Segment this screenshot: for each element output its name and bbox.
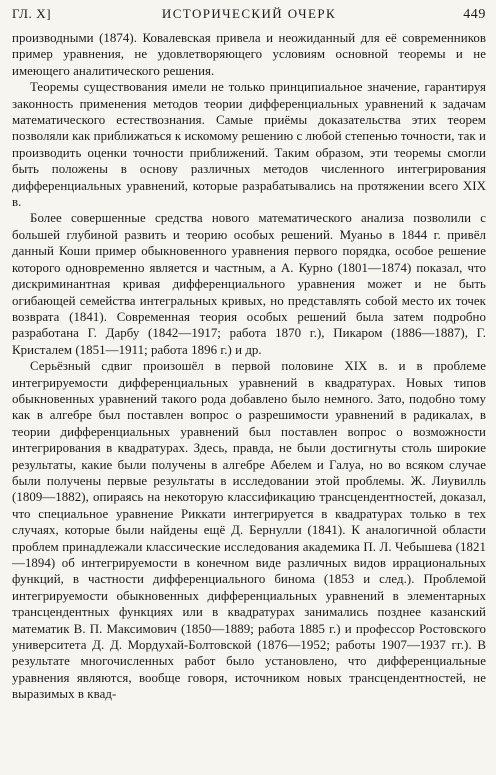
chapter-label: ГЛ. X] [12,6,52,21]
paragraph: производными (1874). Ковалевская привела и неожиданный для её современников пример уравнения, не удовлетворяющего условиям основной теоремы и не имеющего аналитического решения. [12,31,486,78]
page-body [12,30,486,703]
paragraph: Серьёзный сдвиг произошёл в первой половине XIX в. и в проблеме интегрируемости дифференциальных уравнений в квадратурах. Новых типов обыкновенных уравнений такого рода добавлено было немного. Зато, подобно тому как в алгебре был поставлен вопрос о разрешимости уравнений в радикалах, в теории дифференциальных уравнений был поставлен вопрос о возможности интегрирования в квадратурах. Здесь, правда, не были достигнуты столь широкие результаты, какие были получены в алгебре Абелем и Галуа, но во всяком случае были получены первые результаты в исследовании этой проблемы. Ж. Лиувилль (1809—1882), опираясь на некоторую классификацию трансцендентностей, доказал, что специальное уравнение Риккати интегрируется в квадратурах только в тех случаях, которые были найдены ещё Д. Бернулли (1841). К аналогичной области проблем принадлежали классические исследования академика П. Л. Чебышева (1821—1894) об интегрируемости в конечном виде различных видов иррациональных функций, в частности дифференциального бинома (1853 и след.). Проблемой интегрируемости обыкновенных дифференциальных уравнений в элементарных трансцендентных функциях или в квадратурах занимались позднее казанский математик В. П. Максимович (1850—1889; работа 1885 г.) и профессор Ростовского университета Д. Д. Мордухай-Болтовской (1876—1952; работы 1907—1937 гг.). В результате многочисленных работ было установлено, что дифференциальные уравнения являются, вообще говоря, источником новых трансцендентностей, не выразимых в квад- [12,359,486,702]
running-title: ИСТОРИЧЕСКИЙ ОЧЕРК [161,6,337,21]
running-header [12,6,486,26]
paragraph: Более совершенные средства нового математического анализа позволили с большей глубиной развить и теорию особых решений. Муаньо в 1844 г. привёл данный Коши пример обыкновенного уравнения первого порядка, особое решение которого одновременно является и частным, а А. Курно (1801—1874) показал, что дискриминантная кривая дифференциального уравнения может и не быть огибающей семейства интегральных кривых, но представлять собой место их точек возврата (1841). Современная теория особых решений была затем подробно разработана Г. Дарбу (1842—1917; работа 1870 г.), Пикаром (1886—1887), Г. Кристалем (1851—1911; работа 1896 г.) и др. [12,211,486,357]
paragraph: Теоремы существования имели не только принципиальное значение, гарантируя законность применения методов теории дифференциальных уравнений к задачам математического естествознания. Самые приёмы доказательства этих теорем позволяли как приближаться к искомому решению с любой степенью точности, так и производить оценки точности приближений. Таким образом, эти теоремы смогли быть положены в основу различных методов численного интегрирования дифференциальных уравнений, которые разрабатывались на протяжении всего XIX в. [12,80,486,210]
page-number: 449 [463,7,486,22]
